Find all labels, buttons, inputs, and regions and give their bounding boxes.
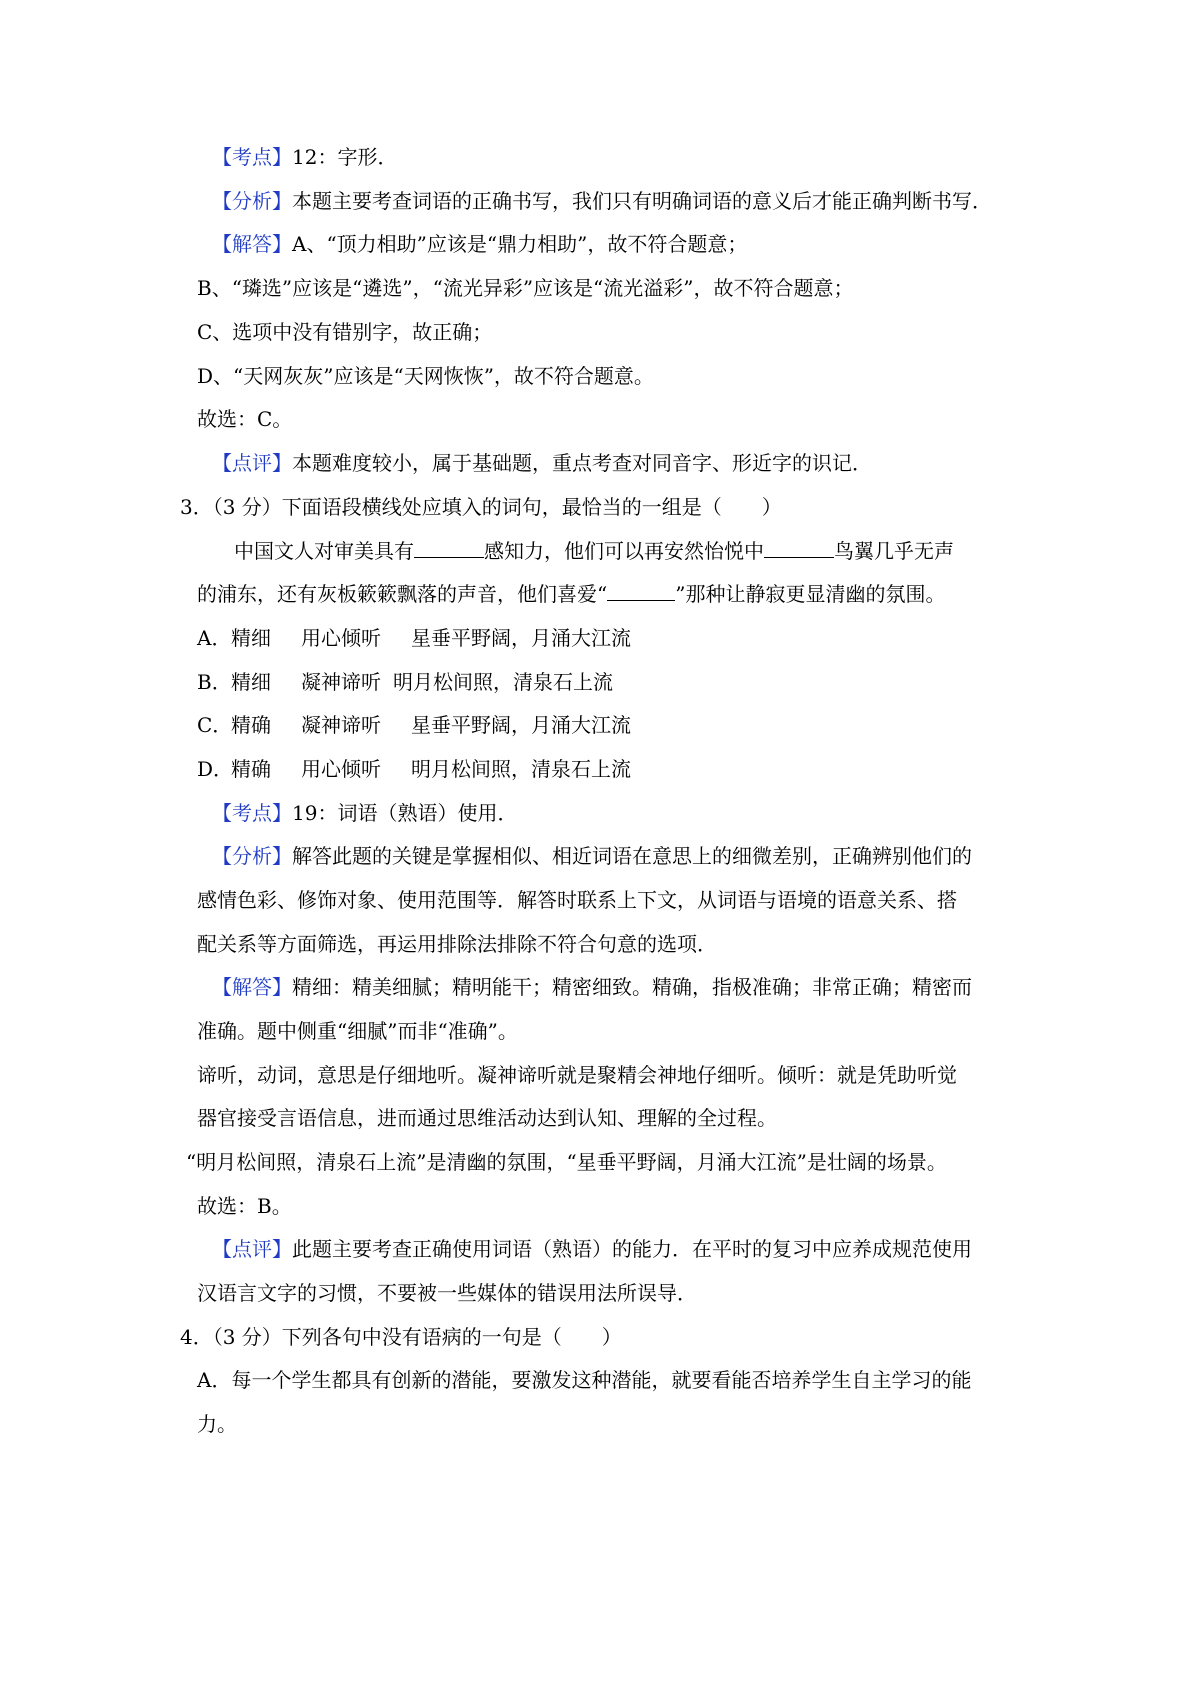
blank-2	[764, 537, 834, 558]
q3-passage-2b: ”那种让静寂更显清幽的氛围。	[675, 582, 946, 606]
q2-fenxi	[212, 187, 992, 215]
q3-kaodian-text: 19：词语（熟语）使用．	[292, 801, 518, 825]
jieda-tag: 【解答】	[212, 232, 292, 256]
q3-stem: 3．（3 分）下面语段横线处应填入的词句，最恰当的一组是（ ）	[180, 495, 782, 519]
blank-1	[414, 537, 484, 558]
q3-answer: 故选：B。	[197, 1194, 292, 1218]
q3-passage-1a: 中国文人对审美具有	[234, 539, 414, 563]
q3-jieda	[212, 973, 972, 1001]
q3-option-c: C．精确 凝神谛听 星垂平野阔，月涌大江流	[197, 713, 631, 737]
q3-fenxi-line1: 解答此题的关键是掌握相似、相近词语在意思上的细微差别，正确辨别他们的	[292, 844, 972, 868]
q3-passage-2a: 的浦东，还有灰板簌簌飘落的声音，他们喜爱“	[197, 582, 608, 606]
q4-stem: 4．（3 分）下列各句中没有语病的一句是（ ）	[180, 1325, 622, 1349]
q3-kaodian	[212, 799, 517, 827]
blank-3	[607, 580, 675, 601]
jieda-tag: 【解答】	[212, 975, 292, 999]
q3-option-a: A．精细 用心倾听 星垂平野阔，月涌大江流	[197, 626, 631, 650]
q4-option-a-line2: 力。	[197, 1412, 237, 1436]
q3-dianping	[212, 1235, 972, 1263]
q2-fenxi-text: 本题主要考查词语的正确书写，我们只有明确词语的意义后才能正确判断书写．	[292, 189, 992, 213]
q2-kaodian	[212, 143, 397, 171]
q3-option-d: D．精确 用心倾听 明月松间照，清泉石上流	[197, 757, 631, 781]
q2-jieda-b: B、“璘选”应该是“遴选”，“流光异彩”应该是“流光溢彩”，故不符合题意；	[197, 276, 854, 300]
q3-option-b: B．精细 凝神谛听 明月松间照，清泉石上流	[197, 670, 613, 694]
q3-passage-line1	[234, 537, 954, 565]
kaodian-tag: 【考点】	[212, 801, 292, 825]
q2-jieda	[212, 230, 747, 258]
q2-answer: 故选：C。	[197, 407, 293, 431]
q2-dianping-text: 本题难度较小，属于基础题，重点考查对同音字、形近字的识记．	[292, 451, 872, 475]
q2-kaodian-text: 12：字形．	[292, 145, 398, 169]
q2-dianping	[212, 449, 872, 477]
dianping-tag: 【点评】	[212, 451, 292, 475]
kaodian-tag: 【考点】	[212, 145, 292, 169]
fenxi-tag: 【分析】	[212, 189, 292, 213]
fenxi-tag: 【分析】	[212, 844, 292, 868]
q3-passage-1b: 感知力，他们可以再安然怡悦中	[484, 539, 764, 563]
q3-fenxi-line3: 配关系等方面筛选，再运用排除法排除不符合句意的选项．	[197, 932, 717, 956]
q3-passage-1c: 鸟翼几乎无声	[834, 539, 954, 563]
q3-dianping-line2: 汉语言文字的习惯，不要被一些媒体的错误用法所误导．	[197, 1281, 697, 1305]
q3-fenxi-line2: 感情色彩、修饰对象、使用范围等．解答时联系上下文，从词语与语境的语意关系、搭	[197, 888, 957, 912]
q3-passage-line2	[197, 580, 945, 608]
dianping-tag: 【点评】	[212, 1237, 292, 1261]
q3-jieda-line5: “明月松间照，清泉石上流”是清幽的氛围，“星垂平野阔，月涌大江流”是壮阔的场景。	[186, 1150, 947, 1174]
q4-option-a-line1: A．每一个学生都具有创新的潜能，要激发这种潜能，就要看能否培养学生自主学习的能	[197, 1368, 972, 1392]
q2-jieda-d: D、“天网灰灰”应该是“天网恢恢”，故不符合题意。	[197, 364, 654, 388]
q2-jieda-c: C、选项中没有错别字，故正确；	[197, 320, 493, 344]
q3-jieda-line1: 精细：精美细腻；精明能干；精密细致。精确，指极准确；非常正确；精密而	[292, 975, 972, 999]
q3-jieda-line2: 准确。题中侧重“细腻”而非“准确”。	[197, 1019, 518, 1043]
q3-jieda-line4: 器官接受言语信息，进而通过思维活动达到认知、理解的全过程。	[197, 1106, 777, 1130]
q3-dianping-line1: 此题主要考查正确使用词语（熟语）的能力．在平时的复习中应养成规范使用	[292, 1237, 972, 1261]
q3-jieda-line3: 谛听，动词，意思是仔细地听。凝神谛听就是聚精会神地仔细听。倾听：就是凭助听觉	[197, 1063, 957, 1087]
q2-jieda-a: A、“顶力相助”应该是“鼎力相助”，故不符合题意；	[292, 232, 748, 256]
q3-fenxi	[212, 842, 972, 870]
